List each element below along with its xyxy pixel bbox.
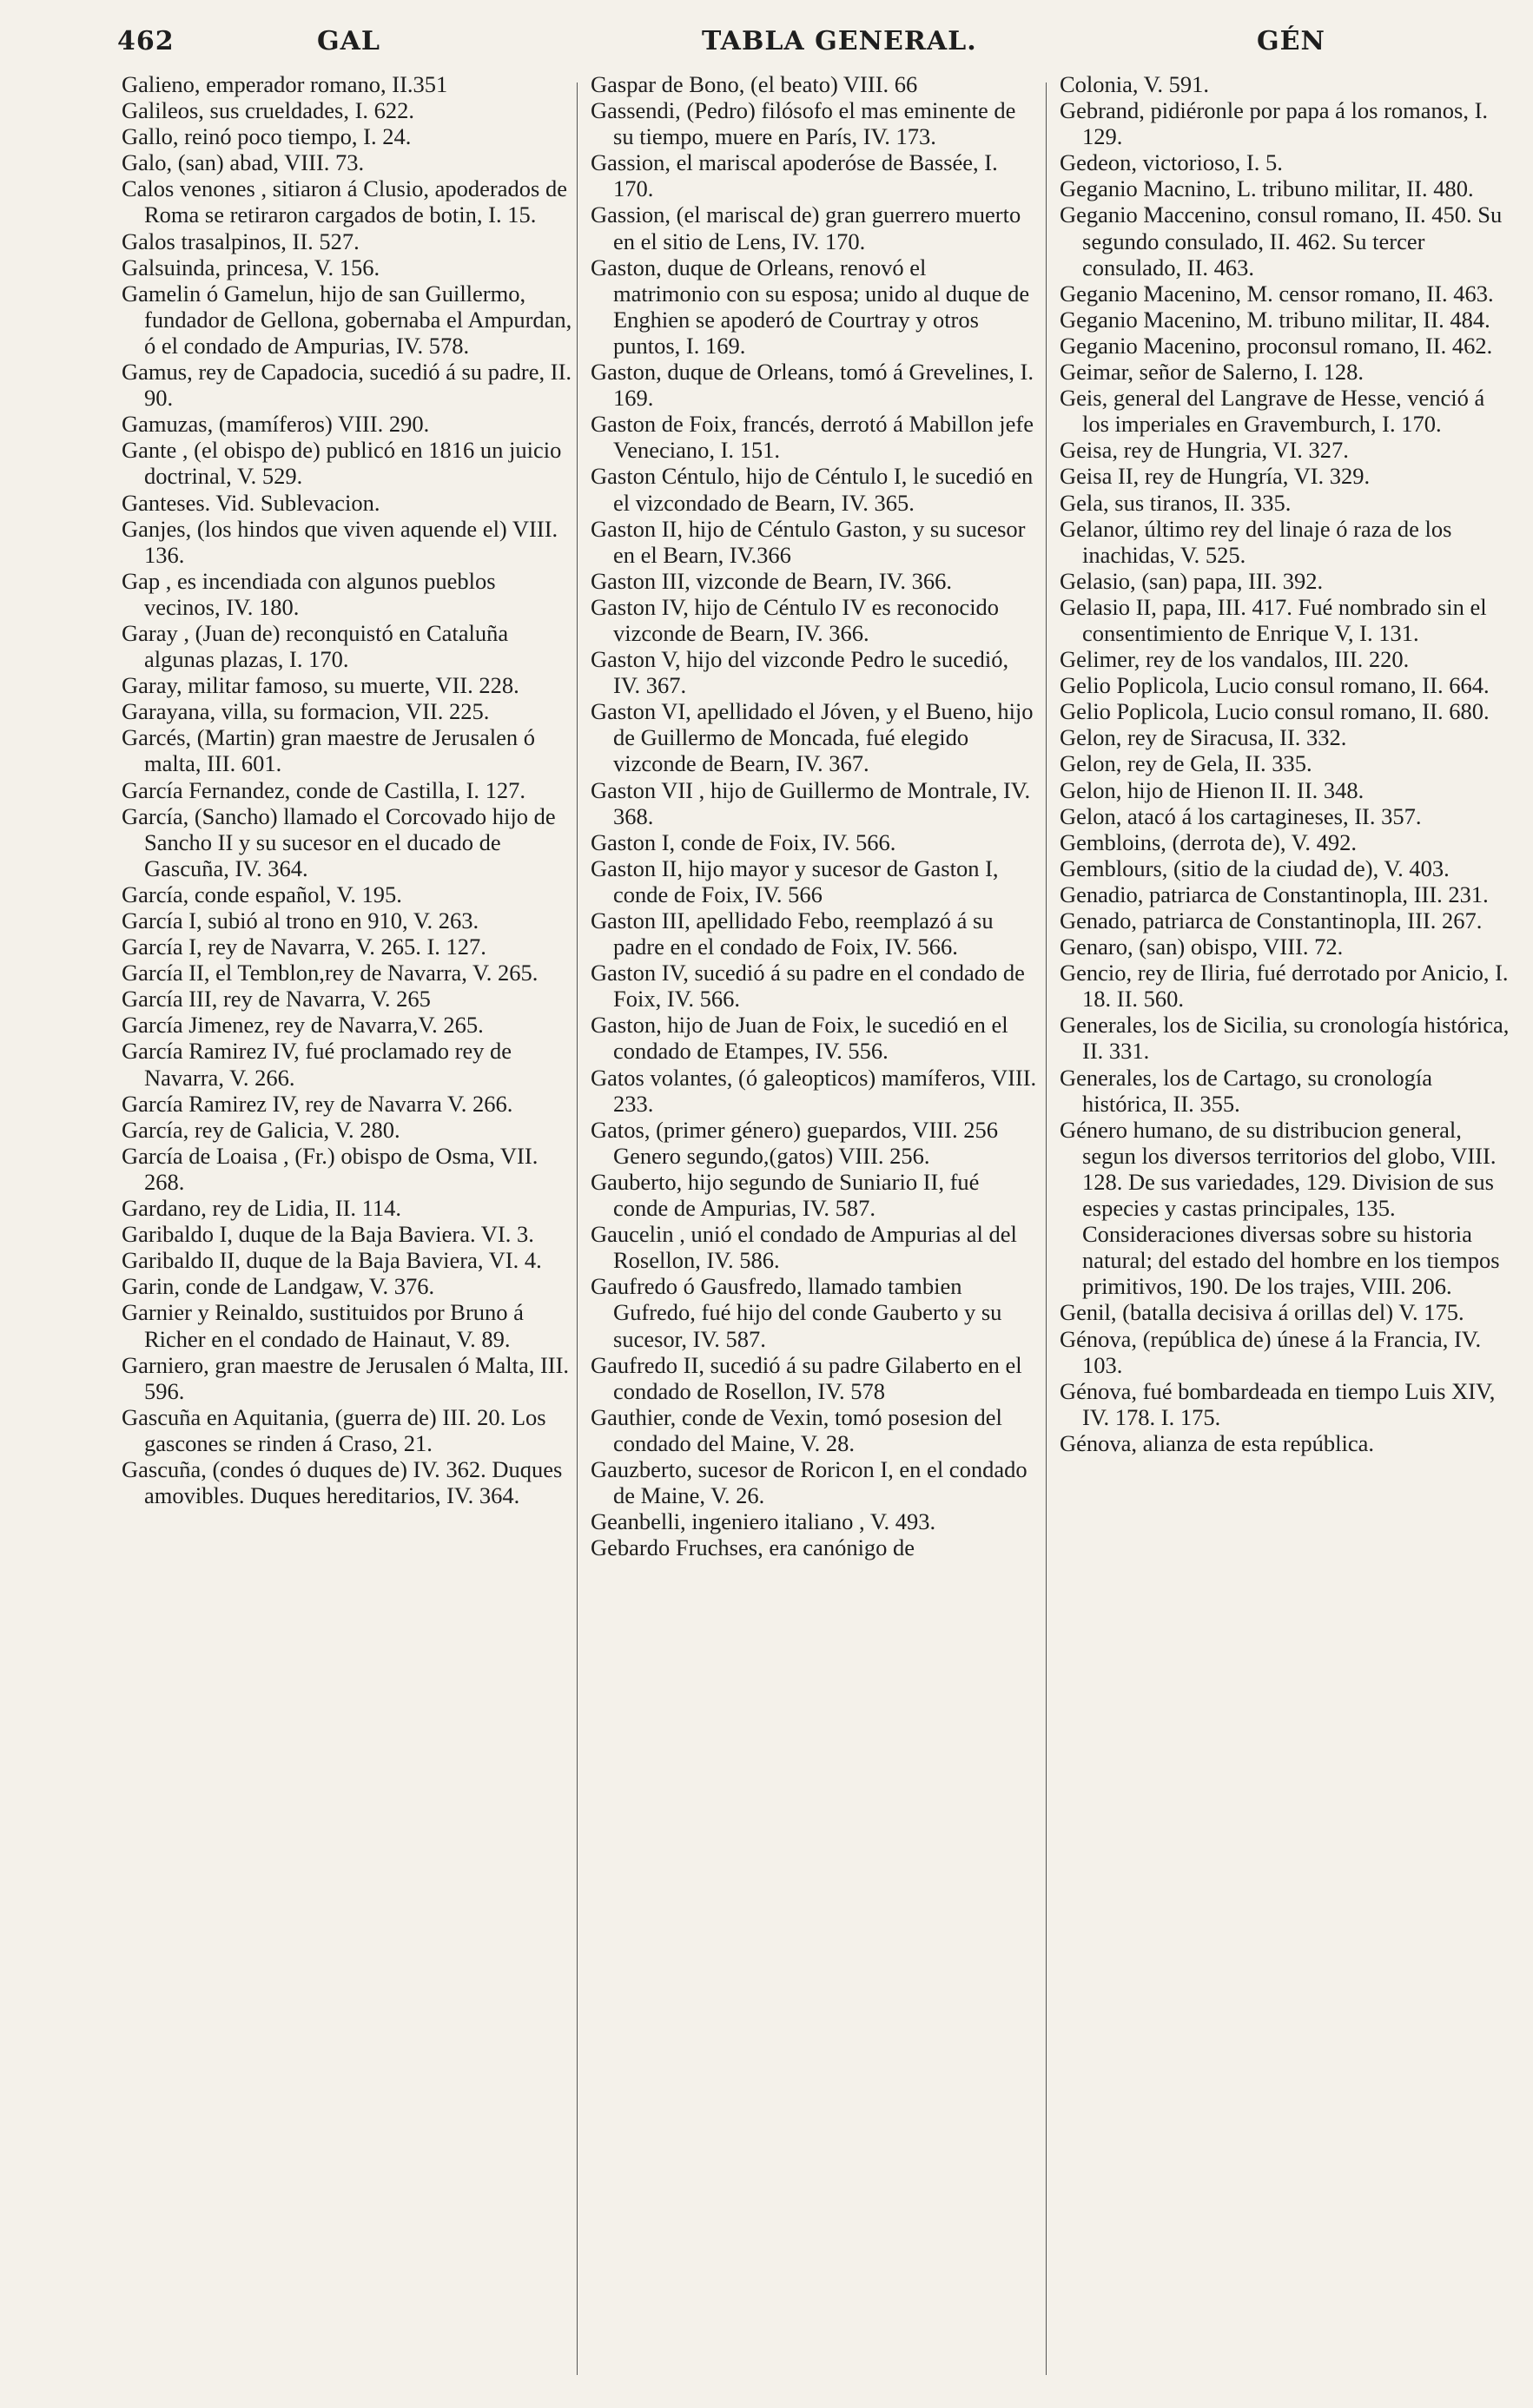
- index-entry: Colonia, V. 591.: [1060, 71, 1210, 97]
- index-entry: Gassion, el mariscal apoderóse de Bassée, I. 170.: [591, 149, 998, 202]
- index-entry: García I, subió al trono en 910, V. 263.: [122, 907, 479, 934]
- index-entry: Gaston de Foix, francés, derrotó á Mabillon jefe Veneciano, I. 151.: [591, 411, 1034, 464]
- running-header: [0, 26, 1533, 78]
- index-entry: Gamus, rey de Capadocia, sucedió á su padre, II. 90.: [122, 359, 572, 412]
- index-entry: Gamelin ó Gamelun, hijo de san Guillermo, fundador de Gellona, gobernaba el Ampurdan, ó el condado de Ampurias, IV. 578.: [122, 280, 572, 359]
- index-entry: García I, rey de Navarra, V. 265. I. 127.: [122, 934, 486, 960]
- index-entry: García de Loaisa , (Fr.) obispo de Osma, VII. 268.: [122, 1142, 539, 1195]
- index-entry: Génova, alianza de esta república.: [1060, 1429, 1374, 1456]
- index-entry: Gaston III, apellidado Febo, reemplazó á su padre en el condado de Foix, IV. 566.: [591, 907, 994, 960]
- index-entry: Gaston III, vizconde de Bearn, IV. 366.: [591, 567, 953, 594]
- index-column-1: [122, 71, 573, 1508]
- index-entry: Gaspar de Bono, (el beato) VIII. 66: [591, 71, 918, 97]
- index-entry: Geisa, rey de Hungria, VI. 327.: [1060, 437, 1349, 464]
- index-entry: García III, rey de Navarra, V. 265: [122, 986, 431, 1013]
- index-entry: Gallo, reinó poco tiempo, I. 24.: [122, 123, 412, 150]
- index-entry: Genado, patriarca de Constantinopla, III. 267.: [1060, 907, 1483, 934]
- index-entry: Garibaldo I, duque de la Baja Baviera. VI. 3.: [122, 1221, 534, 1248]
- index-entry: García, (Sancho) llamado el Corcovado hijo de Sancho II y su sucesor en el ducado de Gascuña, IV. 364.: [122, 802, 556, 881]
- index-entry: Garnier y Reinaldo, sustituidos por Bruno á Richer en el condado de Hainaut, V. 89.: [122, 1299, 524, 1352]
- index-entry: Galileos, sus crueldades, I. 622.: [122, 97, 415, 124]
- index-entry: Genil, (batalla decisiva á orillas del) V. 175.: [1060, 1299, 1464, 1326]
- index-entry: García Fernandez, conde de Castilla, I. 127.: [122, 776, 526, 803]
- index-entry: Geanbelli, ingeniero italiano , V. 493.: [591, 1508, 936, 1535]
- index-entry: García Ramirez IV, fué proclamado rey de Navarra, V. 266.: [122, 1038, 512, 1091]
- index-entry: Ganteses. Vid. Sublevacion.: [122, 489, 380, 516]
- index-entry: García Ramirez IV, rey de Navarra V. 266.: [122, 1090, 513, 1117]
- index-entry: Geganio Macenino, proconsul romano, II. 462.: [1060, 332, 1493, 359]
- index-entry: García, conde español, V. 195.: [122, 881, 402, 907]
- index-entry: Ganjes, (los hindos que viven aquende el) VIII. 136.: [122, 515, 558, 568]
- column-divider: [1046, 82, 1047, 2375]
- index-entry: Gatos, (primer género) guepardos, VIII. 256 Genero segundo,(gatos) VIII. 256.: [591, 1116, 999, 1169]
- index-entry: Gaston II, hijo de Céntulo Gaston, y su sucesor en el Bearn, IV.366: [591, 515, 1026, 568]
- index-entry: Geganio Macnino, L. tribuno militar, II. 480.: [1060, 175, 1474, 202]
- index-entry: Gatos volantes, (ó galeopticos) mamíferos, VIII. 233.: [591, 1064, 1037, 1117]
- index-entry: Gelon, hijo de Hienon II. II. 348.: [1060, 776, 1365, 803]
- index-entry: Gassendi, (Pedro) filósofo el mas eminente de su tiempo, muere en París, IV. 173.: [591, 97, 1016, 150]
- index-entry: Garibaldo II, duque de la Baja Baviera, VI. 4.: [122, 1247, 542, 1274]
- index-entry: Gembloins, (derrota de), V. 492.: [1060, 828, 1357, 855]
- index-entry: Gela, sus tiranos, II. 335.: [1060, 489, 1292, 516]
- index-entry: Gaucelin , unió el condado de Ampurias al del Rosellon, IV. 586.: [591, 1221, 1017, 1274]
- index-entry: Gascuña, (condes ó duques de) IV. 362. Duques amovibles. Duques hereditarios, IV. 364.: [122, 1455, 563, 1509]
- index-entry: Gelon, atacó á los cartagineses, II. 357.: [1060, 802, 1422, 829]
- index-entry: Gelon, rey de Gela, II. 335.: [1060, 750, 1312, 777]
- index-entry: Gemblours, (sitio de la ciudad de), V. 403.: [1060, 854, 1450, 881]
- index-entry: Gebardo Fruchses, era canónigo de: [591, 1534, 915, 1561]
- index-entry: Gencio, rey de Iliria, fué derrotado por Anicio, I. 18. II. 560.: [1060, 960, 1509, 1013]
- index-entry: Gauberto, hijo segundo de Suniario II, fué conde de Ampurias, IV. 587.: [591, 1168, 980, 1222]
- index-entry: Galo, (san) abad, VIII. 73.: [122, 149, 365, 176]
- index-entry: Gelio Poplicola, Lucio consul romano, II. 680.: [1060, 698, 1490, 725]
- index-entry: Gap , es incendiada con algunos pueblos vecinos, IV. 180.: [122, 567, 496, 620]
- index-entry: García II, el Temblon,rey de Navarra, V. 265.: [122, 960, 539, 986]
- index-entry: Geis, general del Langrave de Hesse, venció á los imperiales en Gravemburch, I. 170.: [1060, 385, 1485, 438]
- index-entry: Geimar, señor de Salerno, I. 128.: [1060, 359, 1364, 386]
- index-entry: Gaston V, hijo del vizconde Pedro le sucedió, IV. 367.: [591, 646, 1009, 699]
- index-entry: Geganio Maccenino, consul romano, II. 450. Su segundo consulado, II. 462. Su tercer consulado, II. 463.: [1060, 201, 1503, 280]
- index-entry: Gebrand, pidiéronle por papa á los romanos, I. 129.: [1060, 97, 1489, 150]
- index-entry: Gelimer, rey de los vandalos, III. 220.: [1060, 646, 1410, 673]
- index-entry: García Jimenez, rey de Navarra,V. 265.: [122, 1012, 484, 1039]
- index-entry: Gaston, hijo de Juan de Foix, le sucedió en el condado de Etampes, IV. 556.: [591, 1012, 1008, 1065]
- index-column-2: [591, 71, 1038, 1560]
- left-guide-word: GAL: [317, 26, 380, 56]
- index-entry: Gedeon, victorioso, I. 5.: [1060, 149, 1283, 176]
- index-column-3: [1060, 71, 1511, 1456]
- index-entry: Gaston IV, sucedió á su padre en el condado de Foix, IV. 566.: [591, 960, 1025, 1013]
- index-entry: Gaston VI, apellidado el Jóven, y el Bueno, hijo de Guillermo de Moncada, fué elegido vizconde de Bearn, IV. 367.: [591, 698, 1034, 777]
- index-entry: Genadio, patriarca de Constantinopla, III. 231.: [1060, 881, 1489, 907]
- index-entry: García, rey de Galicia, V. 280.: [122, 1116, 400, 1143]
- page-number: 462: [117, 26, 175, 56]
- index-entry: Garayana, villa, su formacion, VII. 225.: [122, 698, 490, 725]
- index-entry: Garay, militar famoso, su muerte, VII. 228.: [122, 672, 519, 699]
- index-entry: Gascuña en Aquitania, (guerra de) III. 20. Los gascones se rinden á Craso, 21.: [122, 1403, 546, 1456]
- index-entry: Geganio Macenino, M. tribuno militar, II. 484.: [1060, 306, 1490, 333]
- index-entry: Gassion, (el mariscal de) gran guerrero muerto en el sitio de Lens, IV. 170.: [591, 201, 1021, 254]
- right-guide-word: GÉN: [1257, 26, 1325, 56]
- index-entry: Galsuinda, princesa, V. 156.: [122, 254, 380, 280]
- index-entry: Geisa II, rey de Hungría, VI. 329.: [1060, 463, 1371, 490]
- index-entry: Génova, (república de) únese á la Francia, IV. 103.: [1060, 1325, 1482, 1378]
- index-entry: Gaston, duque de Orleans, tomó á Grevelines, I. 169.: [591, 359, 1034, 412]
- index-entry: Génova, fué bombardeada en tiempo Luis XIV, IV. 178. I. 175.: [1060, 1377, 1496, 1430]
- column-divider: [577, 82, 578, 2375]
- index-entry: Gante , (el obispo de) publicó en 1816 un juicio doctrinal, V. 529.: [122, 437, 562, 490]
- index-entry: Gauzberto, sucesor de Roricon I, en el condado de Maine, V. 26.: [591, 1455, 1028, 1509]
- index-entry: Galos trasalpinos, II. 527.: [122, 228, 360, 254]
- index-entry: Gaston I, conde de Foix, IV. 566.: [591, 828, 896, 855]
- page-title: TABLA GENERAL.: [702, 26, 977, 56]
- index-entry: Calos venones , sitiaron á Clusio, apoderados de Roma se retiraron cargados de botin, I. 15.: [122, 175, 567, 228]
- index-entry: Garcés, (Martin) gran maestre de Jerusalen ó malta, III. 601.: [122, 724, 536, 777]
- index-entry: Geganio Macenino, M. censor romano, II. 463.: [1060, 280, 1494, 307]
- index-entry: Gamuzas, (mamíferos) VIII. 290.: [122, 411, 430, 438]
- index-entry: Gaston, duque de Orleans, renovó el matrimonio con su esposa; unido al duque de Enghien se apoderó de Courtray y otros puntos, I. 169.: [591, 254, 1030, 359]
- index-entry: Gelon, rey de Siracusa, II. 332.: [1060, 724, 1347, 751]
- index-entry: Género humano, de su distribucion general, segun los diversos territorios del globo, VIII. 128. De sus variedades, 129. Division de sus especies y castas principales, 135. Consideraciones diversas sobre su historia natural; del estado del hombre en los tiempos primitivos, 190. De los trajes, VIII. 206.: [1060, 1116, 1500, 1300]
- index-entry: Garin, conde de Landgaw, V. 376.: [122, 1273, 435, 1300]
- index-entry: Gaston IV, hijo de Céntulo IV es reconocido vizconde de Bearn, IV. 366.: [591, 593, 1000, 646]
- index-entry: Genaro, (san) obispo, VIII. 72.: [1060, 934, 1344, 960]
- index-entry: Galieno, emperador romano, II.351: [122, 71, 448, 97]
- index-entry: Gaufredo ó Gausfredo, llamado tambien Gufredo, fué hijo del conde Gauberto y su sucesor, IV. 587.: [591, 1273, 1002, 1352]
- index-entry: Generales, los de Cartago, su cronología histórica, II. 355.: [1060, 1064, 1433, 1117]
- index-entry: Gelanor, último rey del linaje ó raza de los inachidas, V. 525.: [1060, 515, 1452, 568]
- index-entry: Gelasio II, papa, III. 417. Fué nombrado sin el consentimiento de Enrique V, I. 131.: [1060, 593, 1487, 646]
- index-entry: Gaston Céntulo, hijo de Céntulo I, le sucedió en el vizcondado de Bearn, IV. 365.: [591, 463, 1034, 516]
- index-entry: Gaufredo II, sucedió á su padre Gilaberto en el condado de Rosellon, IV. 578: [591, 1351, 1022, 1404]
- index-entry: Gaston II, hijo mayor y sucesor de Gaston I, conde de Foix, IV. 566: [591, 854, 999, 907]
- index-entry: Gelasio, (san) papa, III. 392.: [1060, 567, 1324, 594]
- index-entry: Gelio Poplicola, Lucio consul romano, II. 664.: [1060, 672, 1490, 699]
- index-entry: Gaston VII , hijo de Guillermo de Montrale, IV. 368.: [591, 776, 1031, 829]
- index-entry: Garniero, gran maestre de Jerusalen ó Malta, III. 596.: [122, 1351, 570, 1404]
- index-entry: Gauthier, conde de Vexin, tomó posesion del condado del Maine, V. 28.: [591, 1403, 1002, 1456]
- index-entry: Generales, los de Sicilia, su cronología histórica, II. 331.: [1060, 1012, 1510, 1065]
- index-entry: Garay , (Juan de) reconquistó en Cataluña algunas plazas, I. 170.: [122, 619, 509, 673]
- index-entry: Gardano, rey de Lidia, II. 114.: [122, 1195, 402, 1222]
